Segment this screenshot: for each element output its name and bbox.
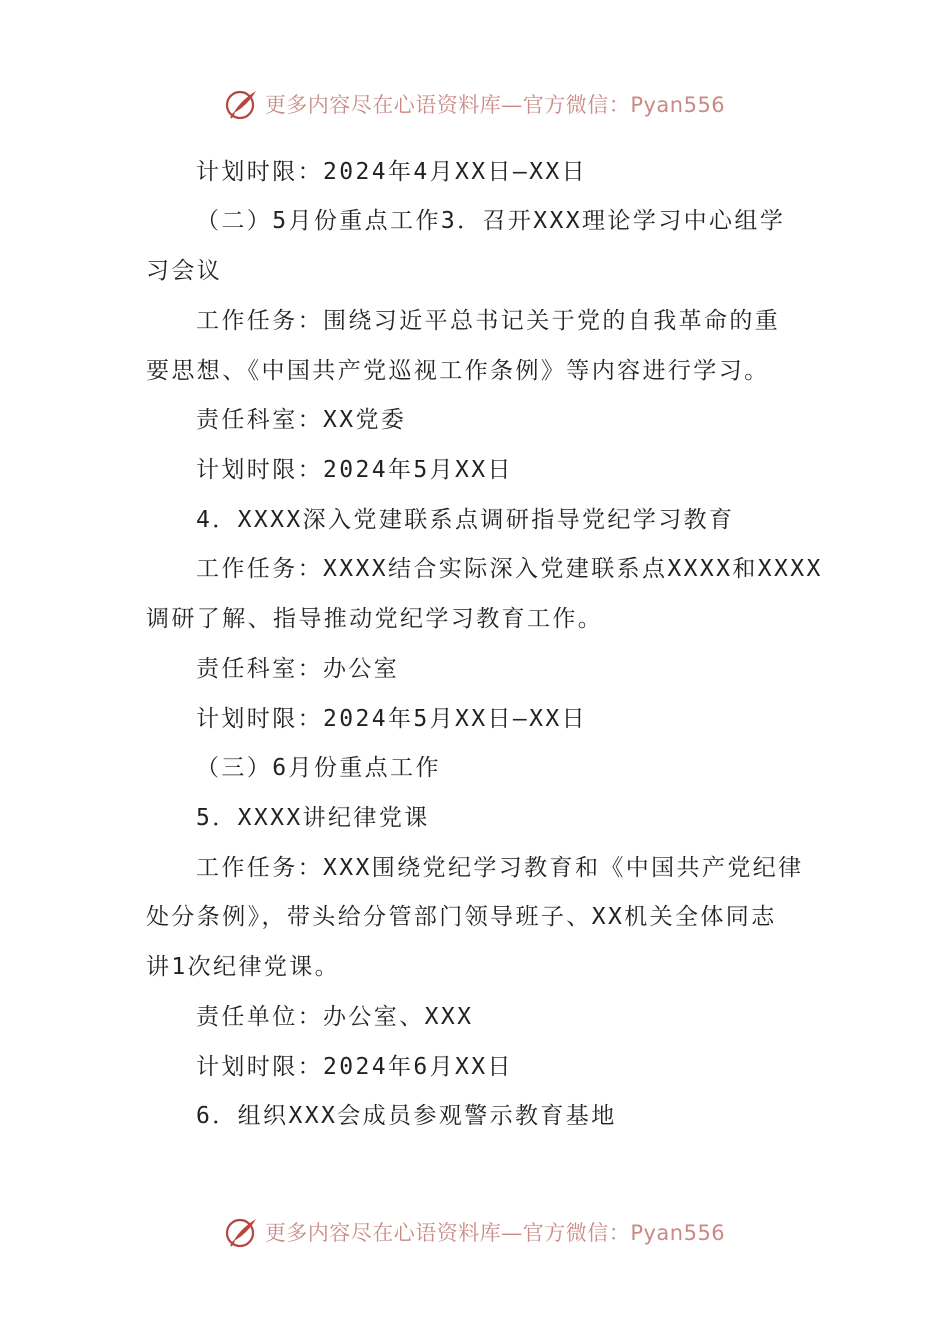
- watermark-footer: [0, 1212, 950, 1252]
- text-line: 计划时限：2024年5月XX日—XX日: [196, 706, 588, 732]
- text-line: 计划时限：2024年4月XX日—XX日: [196, 159, 588, 185]
- watermark-text: 更多内容尽在心语资料库—官方微信：Pyan556: [264, 93, 726, 117]
- text-line: 5．XXXX讲纪律党课: [196, 805, 430, 831]
- text-line: 工作任务：XXXX结合实际深入党建联系点XXXX和XXXX: [196, 556, 823, 582]
- text-line: 责任科室：XX党委: [196, 407, 407, 433]
- text-line: 责任单位：办公室、XXX: [196, 1004, 474, 1030]
- text-line: 要思想、《中国共产党巡视工作条例》等内容进行学习。: [146, 358, 770, 384]
- text-line: 调研了解、指导推动党纪学习教育工作。: [146, 606, 604, 632]
- text-line: 工作任务：XXX围绕党纪学习教育和《中国共产党纪律: [196, 855, 804, 881]
- text-line: 4．XXXX深入党建联系点调研指导党纪学习教育: [196, 507, 735, 533]
- quill-logo-icon: [225, 1215, 259, 1249]
- watermark-header: [0, 84, 950, 124]
- text-line: 6．组织XXX会成员参观警示教育基地: [196, 1103, 617, 1129]
- text-line: （三）6月份重点工作: [196, 755, 441, 781]
- text-line: （二）5月份重点工作3．召开XXX理论学习中心组学: [196, 208, 786, 234]
- text-line: 计划时限：2024年5月XX日: [196, 457, 513, 483]
- text-line: 习会议: [146, 258, 223, 284]
- quill-logo-icon: [225, 87, 259, 121]
- text-line: 讲1次纪律党课。: [146, 954, 341, 980]
- text-line: 计划时限：2024年6月XX日: [196, 1054, 513, 1080]
- text-line: 责任科室：办公室: [196, 656, 400, 682]
- text-line: 工作任务：围绕习近平总书记关于党的自我革命的重: [196, 308, 781, 334]
- text-line: 处分条例》，带头给分管部门领导班子、XX机关全体同志: [146, 904, 777, 930]
- watermark-text: 更多内容尽在心语资料库—官方微信：Pyan556: [264, 1221, 726, 1245]
